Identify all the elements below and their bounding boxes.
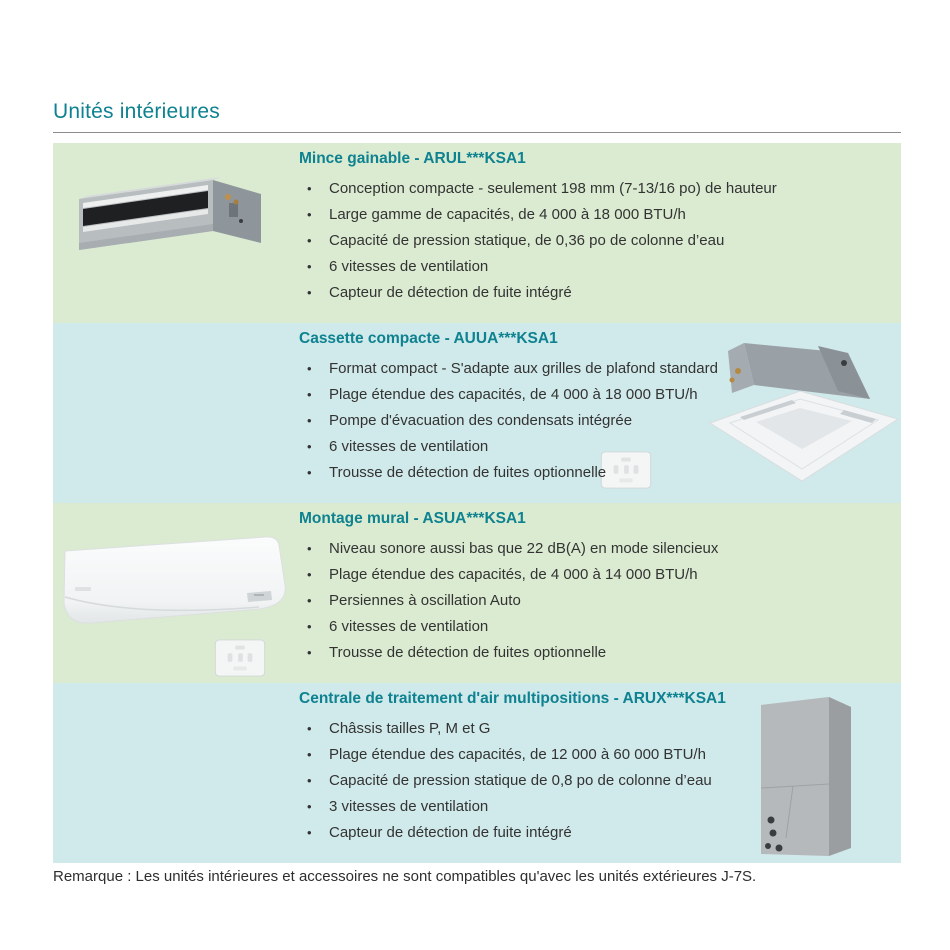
section-text (299, 330, 779, 486)
section-wall-mounted (53, 503, 901, 683)
feature-bullet: • Capacité de pression statique de 0,8 po de colonne d’eau (299, 768, 779, 794)
section-text (299, 690, 779, 846)
section-compact-cassette (53, 323, 901, 503)
feature-bullet: • Conception compacte - seulement 198 mm (7-13/16 po) de hauteur (299, 176, 779, 202)
section-slim-duct (53, 143, 901, 323)
feature-bullet: • Plage étendue des capacités, de 4 000 à 18 000 BTU/h (299, 382, 779, 408)
section-air-handler (53, 683, 901, 863)
wired-controller-image (214, 639, 266, 682)
page-title: Unités intérieures (53, 100, 221, 123)
feature-bullet: • Trousse de détection de fuites optionnelle (299, 640, 779, 666)
section-heading: Mince gainable - ARUL***KSA1 (299, 150, 526, 167)
feature-bullet: • Persiennes à oscillation Auto (299, 588, 779, 614)
product-sections (53, 143, 901, 863)
feature-bullet: • 6 vitesses de ventilation (299, 254, 779, 280)
feature-list (299, 356, 779, 486)
feature-bullet: • Trousse de détection de fuites optionnelle (299, 460, 779, 486)
feature-bullet: • 6 vitesses de ventilation (299, 614, 779, 640)
feature-bullet: • Plage étendue des capacités, de 4 000 à 14 000 BTU/h (299, 562, 779, 588)
feature-bullet: • Pompe d'évacuation des condensats intégrée (299, 408, 779, 434)
feature-bullet: • Niveau sonore aussi bas que 22 dB(A) en mode silencieux (299, 536, 779, 562)
section-text (299, 510, 779, 666)
feature-bullet: • Capteur de détection de fuite intégré (299, 820, 779, 846)
feature-bullet: • Plage étendue des capacités, de 12 000 à 60 000 BTU/h (299, 742, 779, 768)
slim-duct-unit-image (65, 163, 277, 268)
feature-bullet: • Capacité de pression statique, de 0,36 po de colonne d’eau (299, 228, 779, 254)
feature-bullet: • 3 vitesses de ventilation (299, 794, 779, 820)
feature-bullet: • Châssis tailles P, M et G (299, 716, 779, 742)
section-heading: Montage mural - ASUA***KSA1 (299, 510, 526, 527)
feature-list (299, 176, 779, 306)
wall-mounted-unit-image (55, 529, 291, 638)
feature-bullet: • Large gamme de capacités, de 4 000 à 18 000 BTU/h (299, 202, 779, 228)
footnote: Remarque : Les unités intérieures et accessoires ne sont compatibles qu'avec les unités extérieures J-7S. (53, 868, 757, 885)
feature-bullet: • 6 vitesses de ventilation (299, 434, 779, 460)
feature-bullet: • Format compact - S'adapte aux grilles de plafond standard (299, 356, 779, 382)
section-text (299, 150, 779, 306)
section-heading: Cassette compacte - AUUA***KSA1 (299, 330, 558, 347)
feature-list (299, 716, 779, 846)
feature-bullet: • Capteur de détection de fuite intégré (299, 280, 779, 306)
section-heading: Centrale de traitement d'air multipositions - ARUX***KSA1 (299, 690, 726, 707)
feature-list (299, 536, 779, 666)
title-rule (53, 132, 901, 133)
